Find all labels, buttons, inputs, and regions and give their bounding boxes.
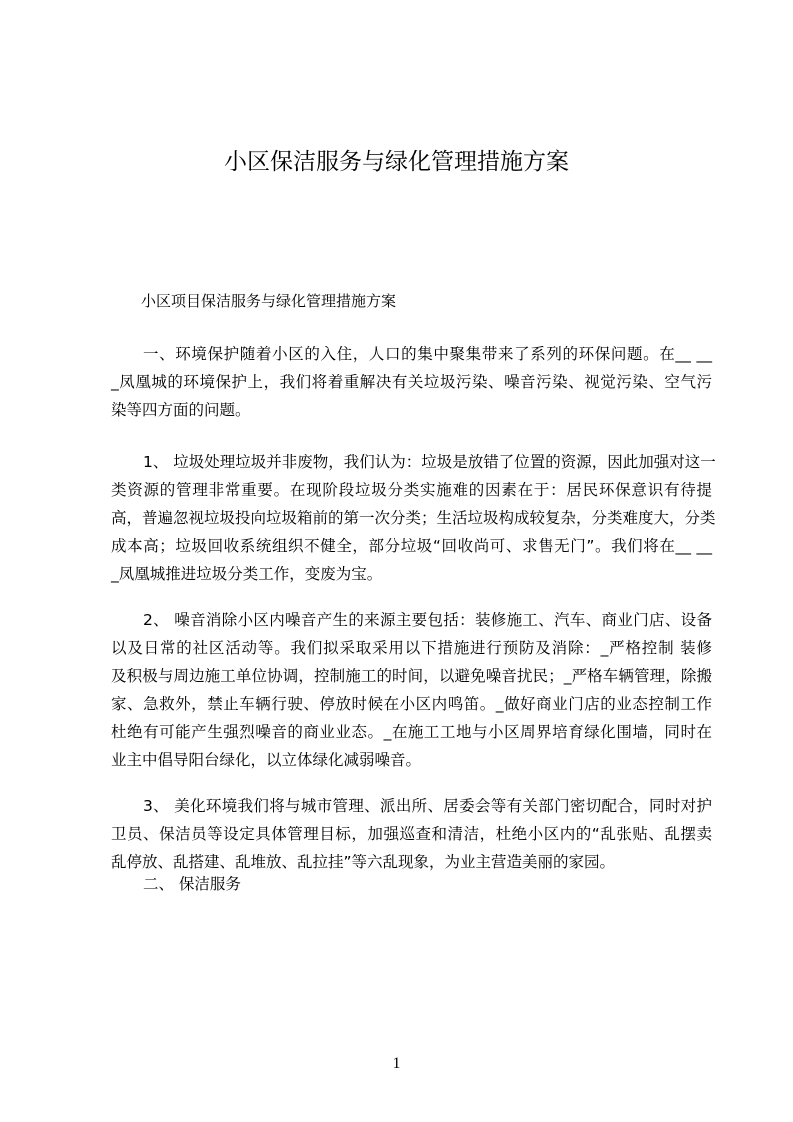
document-title: 小区保洁服务与绿化管理措施方案: [224, 149, 569, 175]
text-line: _凤凰城的环境保护上，我们将着重解决有关垃圾污染、噪音污染、视觉污染、空气污: [111, 373, 712, 391]
text-line: 高，普遍忽视垃圾投向垃圾箱前的第一次分类；生活垃圾构成较复杂，分类难度大，分类: [111, 509, 716, 527]
text-line: 以及日常的社区活动等。我们拟采取采用以下措施进行预防及消除：_严格控制 装修: [111, 639, 712, 657]
document-subtitle: 小区项目保洁服务与绿化管理措施方案: [141, 292, 397, 310]
text-line: 3、 美化环境我们将与城市管理、派出所、居委会等有关部门密切配合，同时对护: [143, 797, 712, 815]
text-line: 家、急救外，禁止车辆行驶、停放时候在小区内鸣笛。_做好商业门店的业态控制工作: [111, 695, 712, 713]
text-line: _凤凰城推进垃圾分类工作，变废为宝。: [111, 565, 383, 583]
text-line: 1、 垃圾处理垃圾并非废物，我们认为：垃圾是放错了位置的资源，因此加强对这一: [143, 453, 716, 471]
text-line: 成本高；垃圾回收系统组织不健全，部分垃圾“回收尚可、求售无门”。我们将在__ __: [111, 537, 712, 555]
text-line: 业主中倡导阳台绿化，以立体绿化减弱噪音。: [111, 751, 422, 769]
text-line: 杜绝有可能产生强烈噪音的商业业态。_在施工工地与小区周界培育绿化围墙，同时在: [111, 723, 712, 741]
text-line: 一、环境保护随着小区的入住，人口的集中聚集带来了系列的环保问题。在__ __: [143, 345, 712, 363]
text-line: 染等四方面的问题。: [111, 401, 251, 419]
page-number: 1: [392, 1055, 401, 1072]
text-line: 类资源的管理非常重要。在现阶段垃圾分类实施难的因素在于：居民环保意识有待提: [111, 481, 712, 499]
paragraph-environment: [111, 340, 712, 424]
paragraph-noise: [111, 606, 712, 774]
paragraph-beautify: [111, 792, 712, 876]
text-line: 2、 噪音消除小区内噪音产生的来源主要包括：装修施工、汽车、商业门店、设备: [143, 611, 712, 629]
text-line: 卫员、保洁员等设定具体管理目标，加强巡查和清洁，杜绝小区内的“乱张贴、乱摆卖: [111, 825, 712, 843]
section-heading: 二、 保洁服务: [143, 875, 241, 893]
paragraph-garbage: [111, 448, 716, 588]
text-line: 乱停放、乱搭建、乱堆放、乱拉挂”等六乱现象，为业主营造美丽的家园。: [111, 853, 616, 871]
text-line: 及积极与周边施工单位协调，控制施工的时间，以避免噪音扰民；_严格车辆管理，除搬: [111, 667, 712, 685]
